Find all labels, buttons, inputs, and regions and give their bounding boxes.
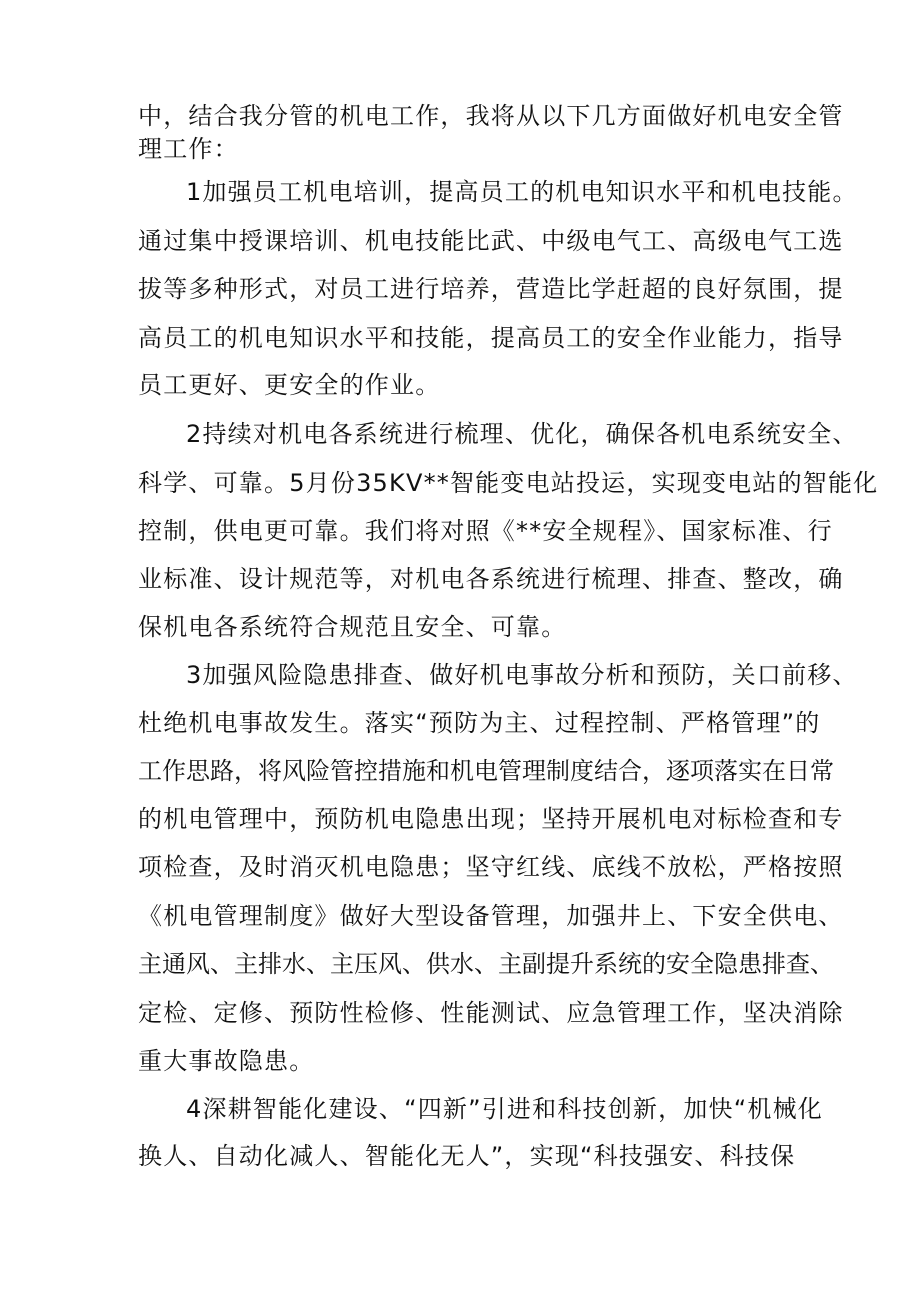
text-line: 保机电各系统符合规范且安全、可靠。 <box>138 613 567 641</box>
text-line: 高员工的机电知识水平和技能，提高员工的安全作业能力，指导 <box>138 324 844 352</box>
text-line: 3加强风险隐患排查、做好机电事故分析和预防，关口前移、 <box>186 661 858 689</box>
text-line: 主通风、主排水、主压风、供水、主副提升系统的安全隐患排查、 <box>138 950 834 978</box>
text-line: 拔等多种形式，对员工进行培养，营造比学赶超的良好氛围，提 <box>138 275 844 303</box>
text-line: 通过集中授课培训、机电技能比武、中级电气工、高级电气工选 <box>138 227 844 255</box>
text-line: 《机电管理制度》做好大型设备管理，加强井上、下安全供电、 <box>138 902 844 930</box>
text-line: 中，结合我分管的机电工作，我将从以下几方面做好机电安全管 <box>138 102 844 130</box>
text-line: 控制，供电更可靠。我们将对照《**安全规程》、国家标准、行 <box>138 517 833 545</box>
text-line: 杜绝机电事故发生。落实“预防为主、过程控制、严格管理”的 <box>138 709 821 737</box>
text-line: 项检查，及时消灭机电隐患；坚守红线、底线不放松，严格按照 <box>138 853 844 881</box>
text-line: 的机电管理中，预防机电隐患出现；坚持开展机电对标检查和专 <box>138 805 844 833</box>
text-line: 4深耕智能化建设、“四新”引进和科技创新，加快“机械化 <box>186 1095 823 1123</box>
text-line: 工作思路，将风险管控措施和机电管理制度结合，逐项落实在日常 <box>138 757 834 785</box>
text-line: 2持续对机电各系统进行梳理、优化，确保各机电系统安全、 <box>186 420 858 448</box>
text-line: 科学、可靠。5月份35KV**智能变电站投运，实现变电站的智能化 <box>138 469 879 497</box>
text-line: 员工更好、更安全的作业。 <box>138 371 441 399</box>
text-line: 重大事故隐患。 <box>138 1047 315 1075</box>
text-line: 定检、定修、预防性检修、性能测试、应急管理工作，坚决消除 <box>138 999 844 1027</box>
text-line: 1加强员工机电培训，提高员工的机电知识水平和机电技能。 <box>186 178 858 206</box>
text-line: 理工作： <box>138 135 239 163</box>
text-line: 业标准、设计规范等，对机电各系统进行梳理、排查、整改，确 <box>138 565 844 593</box>
text-line: 换人、自动化减人、智能化无人”，实现“科技强安、科技保 <box>138 1142 796 1170</box>
